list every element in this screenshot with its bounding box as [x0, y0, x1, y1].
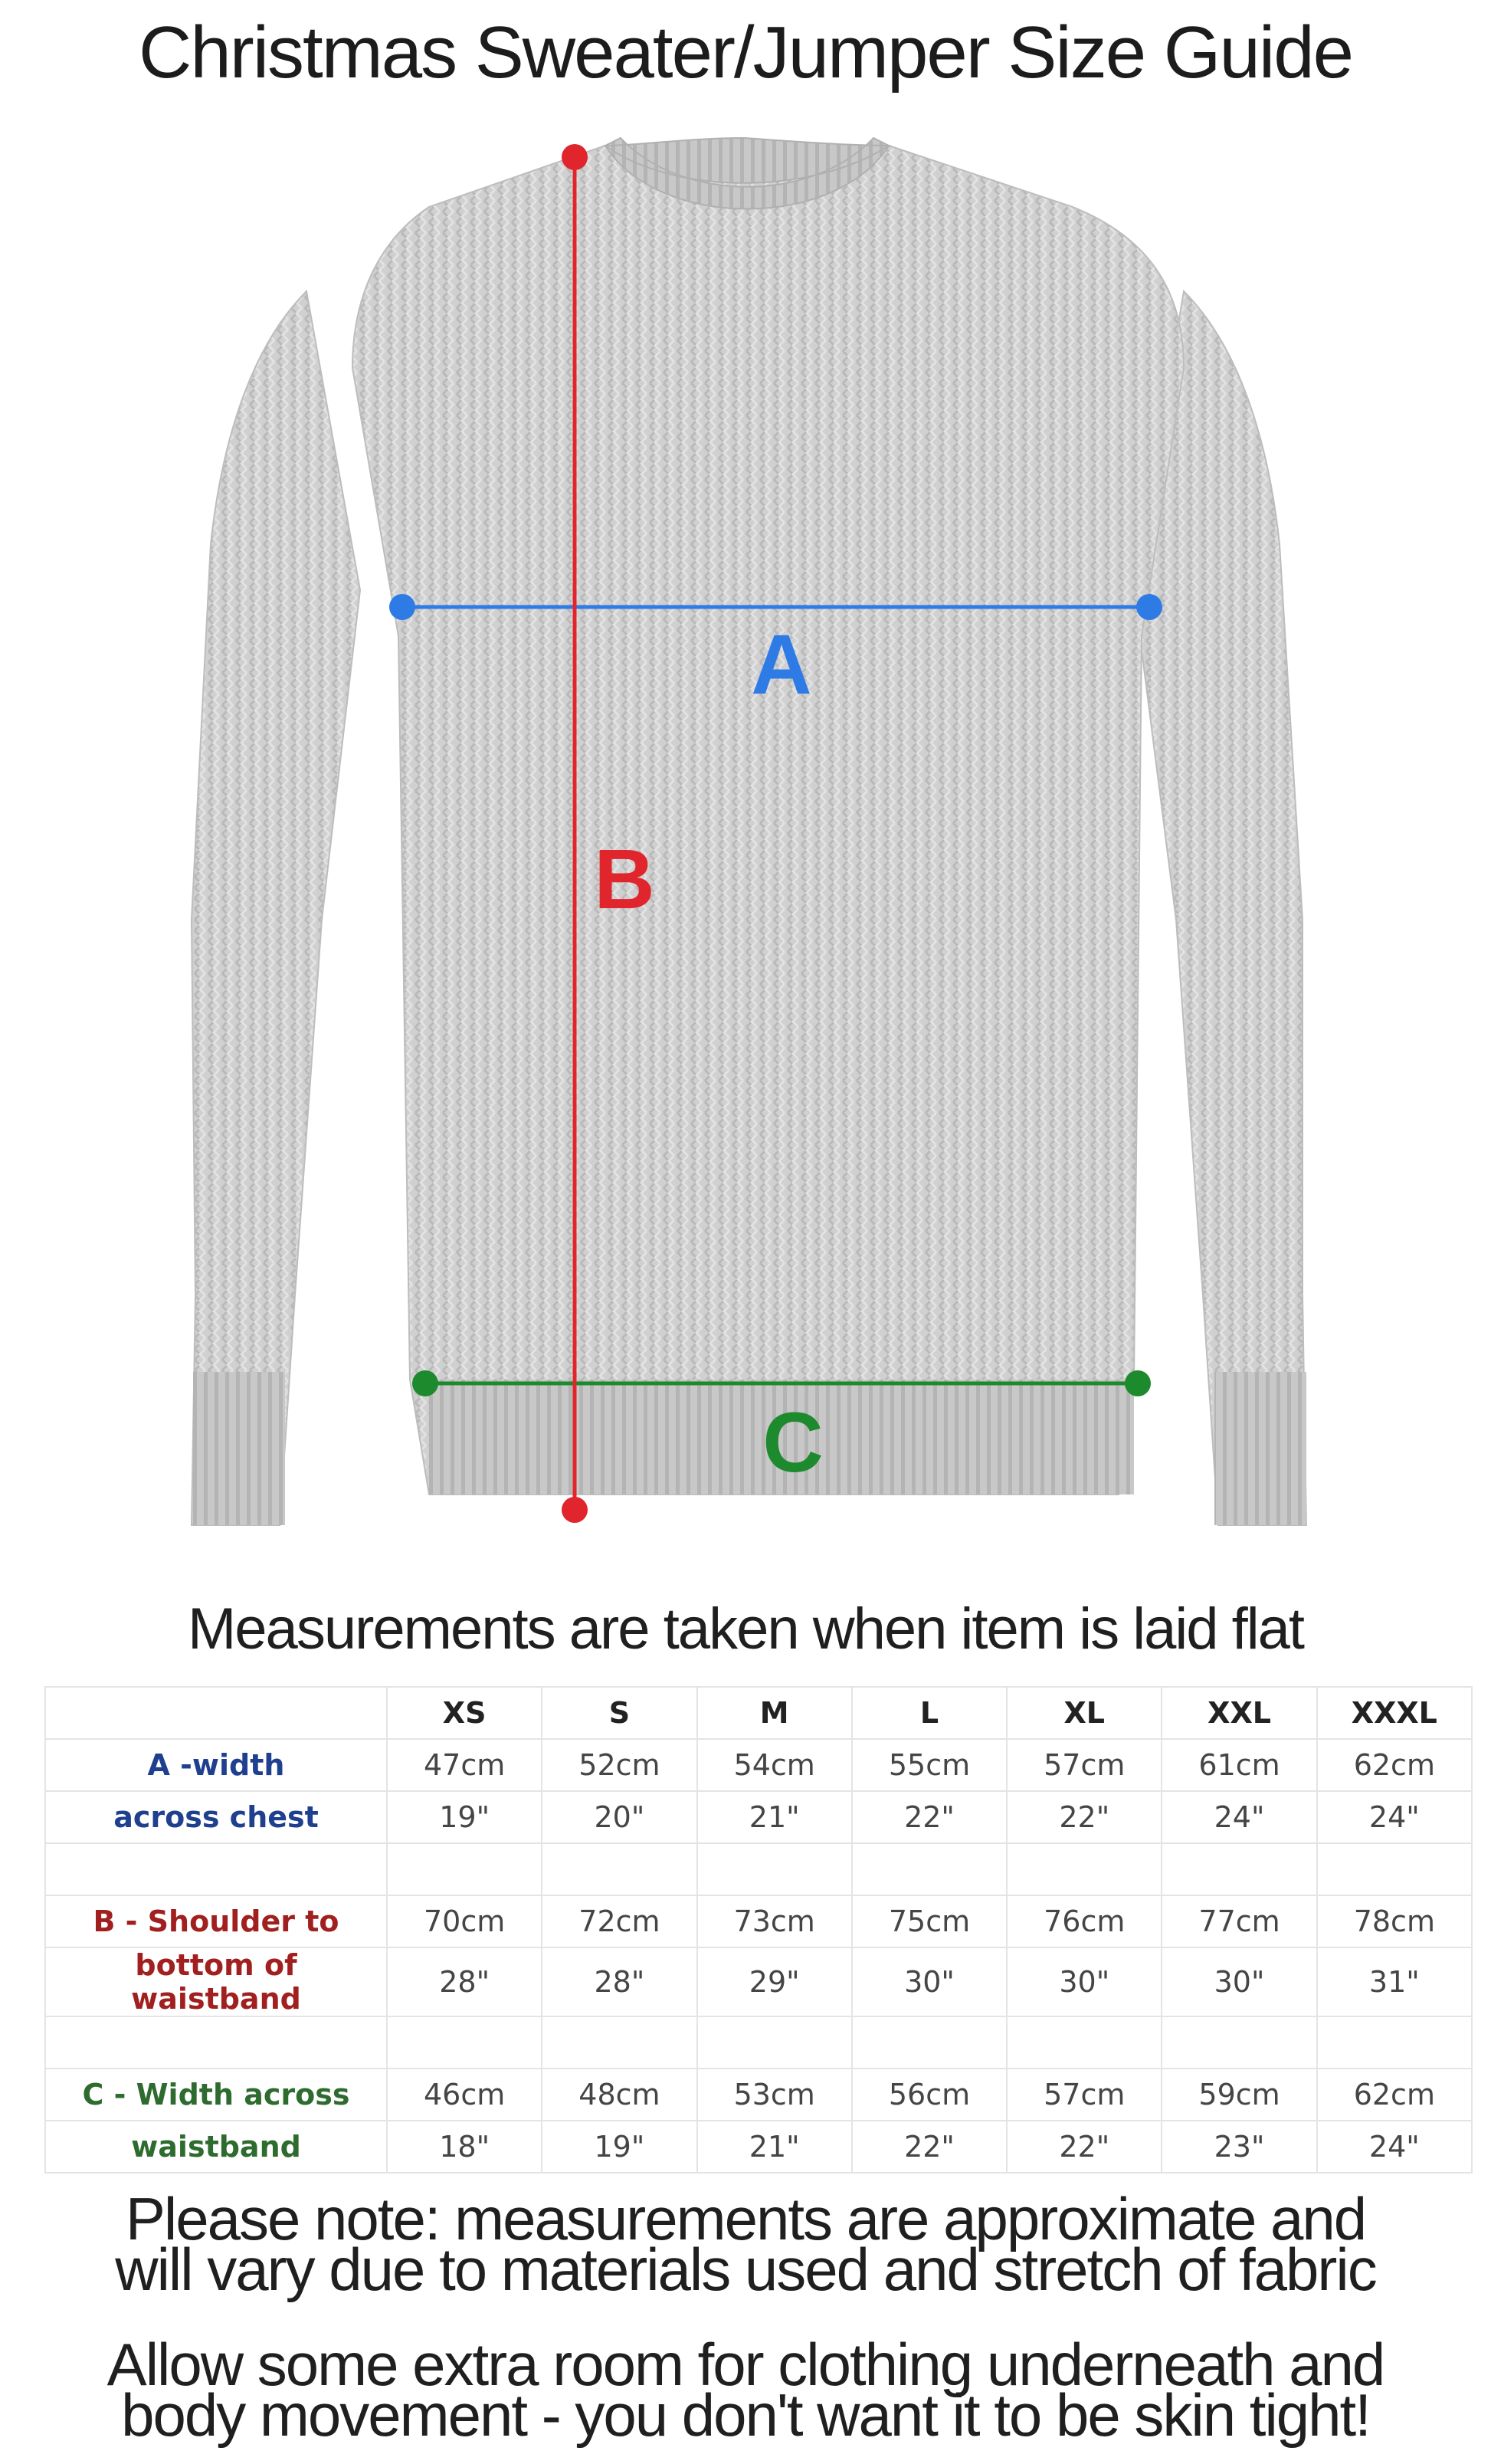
table-row-b-cm — [45, 1895, 1472, 1947]
table-cell: 77cm — [1162, 1895, 1316, 1947]
table-cell: 28" — [542, 1947, 696, 2016]
table-spacer-cell — [1007, 1843, 1162, 1895]
table-cell: 29" — [697, 1947, 852, 2016]
fit-advice-line1: Allow some extra room for clothing underneath and — [106, 2331, 1384, 2398]
table-spacer-cell — [1162, 1843, 1316, 1895]
measurement-b-label: B — [594, 832, 655, 927]
table-row-c-cm — [45, 2069, 1472, 2121]
measurement-a-start-dot — [389, 594, 415, 620]
table-spacer-cell — [45, 2016, 387, 2069]
sweater-illustration — [192, 138, 1306, 1525]
table-cell: 78cm — [1317, 1895, 1472, 1947]
table-cell: 62cm — [1317, 1739, 1472, 1791]
measurement-a-end-dot — [1136, 594, 1162, 620]
sweater-body — [352, 146, 1184, 1494]
table-cell: 22" — [852, 2121, 1007, 2173]
row-a-label-line1: A -width — [45, 1739, 387, 1791]
row-b-label-line1: B - Shoulder to — [45, 1895, 387, 1947]
fit-advice-line2: body movement - you don't want it to be skin tight! — [121, 2381, 1370, 2449]
table-spacer-cell — [1317, 1843, 1472, 1895]
table-cell: 24" — [1317, 2121, 1472, 2173]
row-b-label-line2: bottom of waistband — [45, 1947, 387, 2016]
table-cell: 57cm — [1007, 2069, 1162, 2121]
table-cell: 30" — [852, 1947, 1007, 2016]
table-spacer-cell — [1007, 2016, 1162, 2069]
table-cell: 57cm — [1007, 1739, 1162, 1791]
table-cell: 59cm — [1162, 2069, 1316, 2121]
size-table — [44, 1686, 1473, 2174]
table-row-b-inch — [45, 1947, 1472, 2016]
table-cell: 24" — [1162, 1791, 1316, 1843]
table-cell: 56cm — [852, 2069, 1007, 2121]
table-cell: 22" — [852, 1791, 1007, 1843]
table-cell: 75cm — [852, 1895, 1007, 1947]
table-row-c-inch — [45, 2121, 1472, 2173]
measurement-note — [0, 2185, 1491, 2303]
table-cell: 19" — [387, 1791, 542, 1843]
table-spacer-cell — [387, 1843, 542, 1895]
table-cell: 48cm — [542, 2069, 696, 2121]
measurement-instruction: Measurements are taken when item is laid flat — [187, 1596, 1304, 1662]
measurement-b-start-dot — [562, 144, 588, 170]
table-spacer-cell — [542, 1843, 696, 1895]
measurement-c-label: C — [762, 1396, 824, 1490]
size-header-m: M — [697, 1687, 852, 1739]
size-header-empty — [45, 1687, 387, 1739]
page-title: Christmas Sweater/Jumper Size Guide — [139, 11, 1352, 94]
table-cell: 73cm — [697, 1895, 852, 1947]
table-cell: 31" — [1317, 1947, 1472, 2016]
table-row-a-inch — [45, 1791, 1472, 1843]
row-c-label-line1: C - Width across — [45, 2069, 387, 2121]
size-header-xs: XS — [387, 1687, 542, 1739]
table-spacer-cell — [852, 1843, 1007, 1895]
table-spacer-cell — [852, 2016, 1007, 2069]
table-spacer-cell — [45, 1843, 387, 1895]
table-cell: 21" — [697, 2121, 852, 2173]
table-spacer-row — [45, 2016, 1472, 2069]
table-cell: 30" — [1007, 1947, 1162, 2016]
row-a-label-line2: across chest — [45, 1791, 387, 1843]
table-cell: 52cm — [542, 1739, 696, 1791]
size-header-xxl: XXL — [1162, 1687, 1316, 1739]
table-cell: 72cm — [542, 1895, 696, 1947]
sweater-diagram — [0, 115, 1491, 1571]
left-cuff — [193, 1372, 285, 1525]
measurement-a-label: A — [751, 618, 812, 712]
measurement-note-line1: Please note: measurements are approximate and — [125, 2185, 1366, 2252]
table-cell: 61cm — [1162, 1739, 1316, 1791]
table-cell: 23" — [1162, 2121, 1316, 2173]
table-cell: 24" — [1317, 1791, 1472, 1843]
table-spacer-cell — [387, 2016, 542, 2069]
size-header-xxxl: XXXL — [1317, 1687, 1472, 1739]
table-spacer-cell — [697, 2016, 852, 2069]
table-cell: 47cm — [387, 1739, 542, 1791]
table-cell: 46cm — [387, 2069, 542, 2121]
table-spacer-cell — [1162, 2016, 1316, 2069]
table-cell: 28" — [387, 1947, 542, 2016]
table-cell: 22" — [1007, 2121, 1162, 2173]
table-spacer-cell — [542, 2016, 696, 2069]
table-row-a-cm — [45, 1739, 1472, 1791]
size-header-l: L — [852, 1687, 1007, 1739]
table-cell: 21" — [697, 1791, 852, 1843]
table-cell: 30" — [1162, 1947, 1316, 2016]
size-header-xl: XL — [1007, 1687, 1162, 1739]
table-cell: 62cm — [1317, 2069, 1472, 2121]
table-spacer-cell — [697, 1843, 852, 1895]
table-cell: 20" — [542, 1791, 696, 1843]
table-cell: 22" — [1007, 1791, 1162, 1843]
table-cell: 54cm — [697, 1739, 852, 1791]
measurement-note-line2: will vary due to materials used and stretch of fabric — [115, 2236, 1376, 2303]
row-c-label-line2: waistband — [45, 2121, 387, 2173]
size-header-row — [45, 1687, 1472, 1739]
measurement-b-end-dot — [562, 1497, 588, 1523]
table-cell: 70cm — [387, 1895, 542, 1947]
table-cell: 18" — [387, 2121, 542, 2173]
measurement-c-end-dot — [1125, 1370, 1151, 1396]
fit-advice-note — [0, 2331, 1491, 2449]
measurement-c-start-dot — [412, 1370, 438, 1396]
table-cell: 55cm — [852, 1739, 1007, 1791]
table-cell: 76cm — [1007, 1895, 1162, 1947]
table-cell: 53cm — [697, 2069, 852, 2121]
left-sleeve — [192, 291, 360, 1525]
table-cell: 19" — [542, 2121, 696, 2173]
right-cuff — [1214, 1372, 1306, 1525]
size-header-s: S — [542, 1687, 696, 1739]
table-spacer-row — [45, 1843, 1472, 1895]
table-spacer-cell — [1317, 2016, 1472, 2069]
